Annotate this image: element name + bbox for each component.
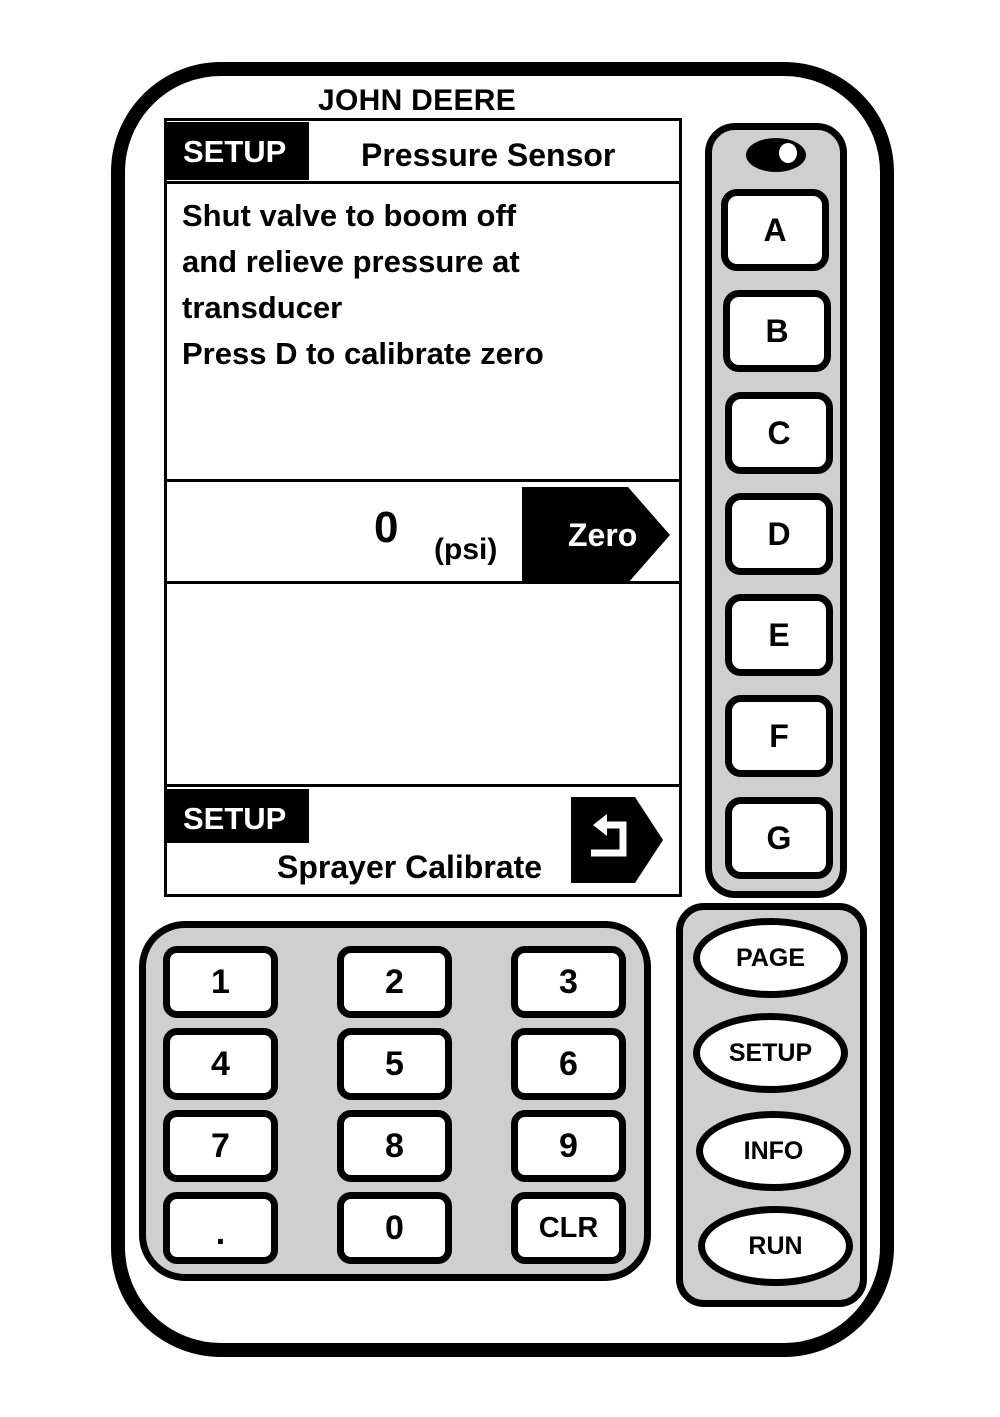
clear-button[interactable]: CLR [511, 1192, 626, 1264]
status-led-icon [744, 136, 808, 174]
key-4[interactable]: 4 [163, 1028, 278, 1100]
key-1[interactable]: 1 [163, 946, 278, 1018]
key-e[interactable]: E [725, 594, 833, 676]
key-7[interactable]: 7 [163, 1110, 278, 1182]
key-decimal[interactable]: . [163, 1192, 278, 1264]
key-3[interactable]: 3 [511, 946, 626, 1018]
setup-button[interactable]: SETUP [693, 1013, 848, 1093]
instruction-line: transducer [182, 290, 343, 325]
key-f[interactable]: F [725, 695, 833, 777]
footer-title: Sprayer Calibrate [277, 849, 543, 885]
divider [167, 784, 679, 787]
key-g[interactable]: G [725, 797, 833, 879]
key-5[interactable]: 5 [337, 1028, 452, 1100]
run-button[interactable]: RUN [698, 1206, 853, 1286]
key-b[interactable]: B [723, 290, 831, 372]
instruction-line: Press D to calibrate zero [182, 336, 544, 371]
key-9[interactable]: 9 [511, 1110, 626, 1182]
info-button[interactable]: INFO [696, 1111, 851, 1191]
divider [167, 479, 679, 482]
instruction-line: and relieve pressure at [182, 244, 520, 279]
key-6[interactable]: 6 [511, 1028, 626, 1100]
instruction-line: Shut valve to boom off [182, 198, 517, 233]
key-0[interactable]: 0 [337, 1192, 452, 1264]
page-title: Pressure Sensor [361, 137, 616, 173]
zero-soft-button-label: Zero [568, 517, 638, 553]
brand-label: JOHN DEERE [318, 84, 517, 117]
return-arrow-icon[interactable] [571, 797, 663, 883]
header-setup-tag: SETUP [167, 122, 309, 180]
footer-setup-tag: SETUP [167, 789, 309, 843]
instruction-text [182, 193, 544, 377]
key-a[interactable]: A [721, 189, 829, 271]
divider [167, 581, 679, 584]
divider [167, 181, 679, 184]
key-2[interactable]: 2 [337, 946, 452, 1018]
key-8[interactable]: 8 [337, 1110, 452, 1182]
key-c[interactable]: C [725, 392, 833, 474]
pressure-value: 0 [374, 503, 399, 552]
key-d[interactable]: D [725, 493, 833, 575]
page-button[interactable]: PAGE [693, 918, 848, 998]
pressure-unit: (psi) [434, 533, 498, 566]
